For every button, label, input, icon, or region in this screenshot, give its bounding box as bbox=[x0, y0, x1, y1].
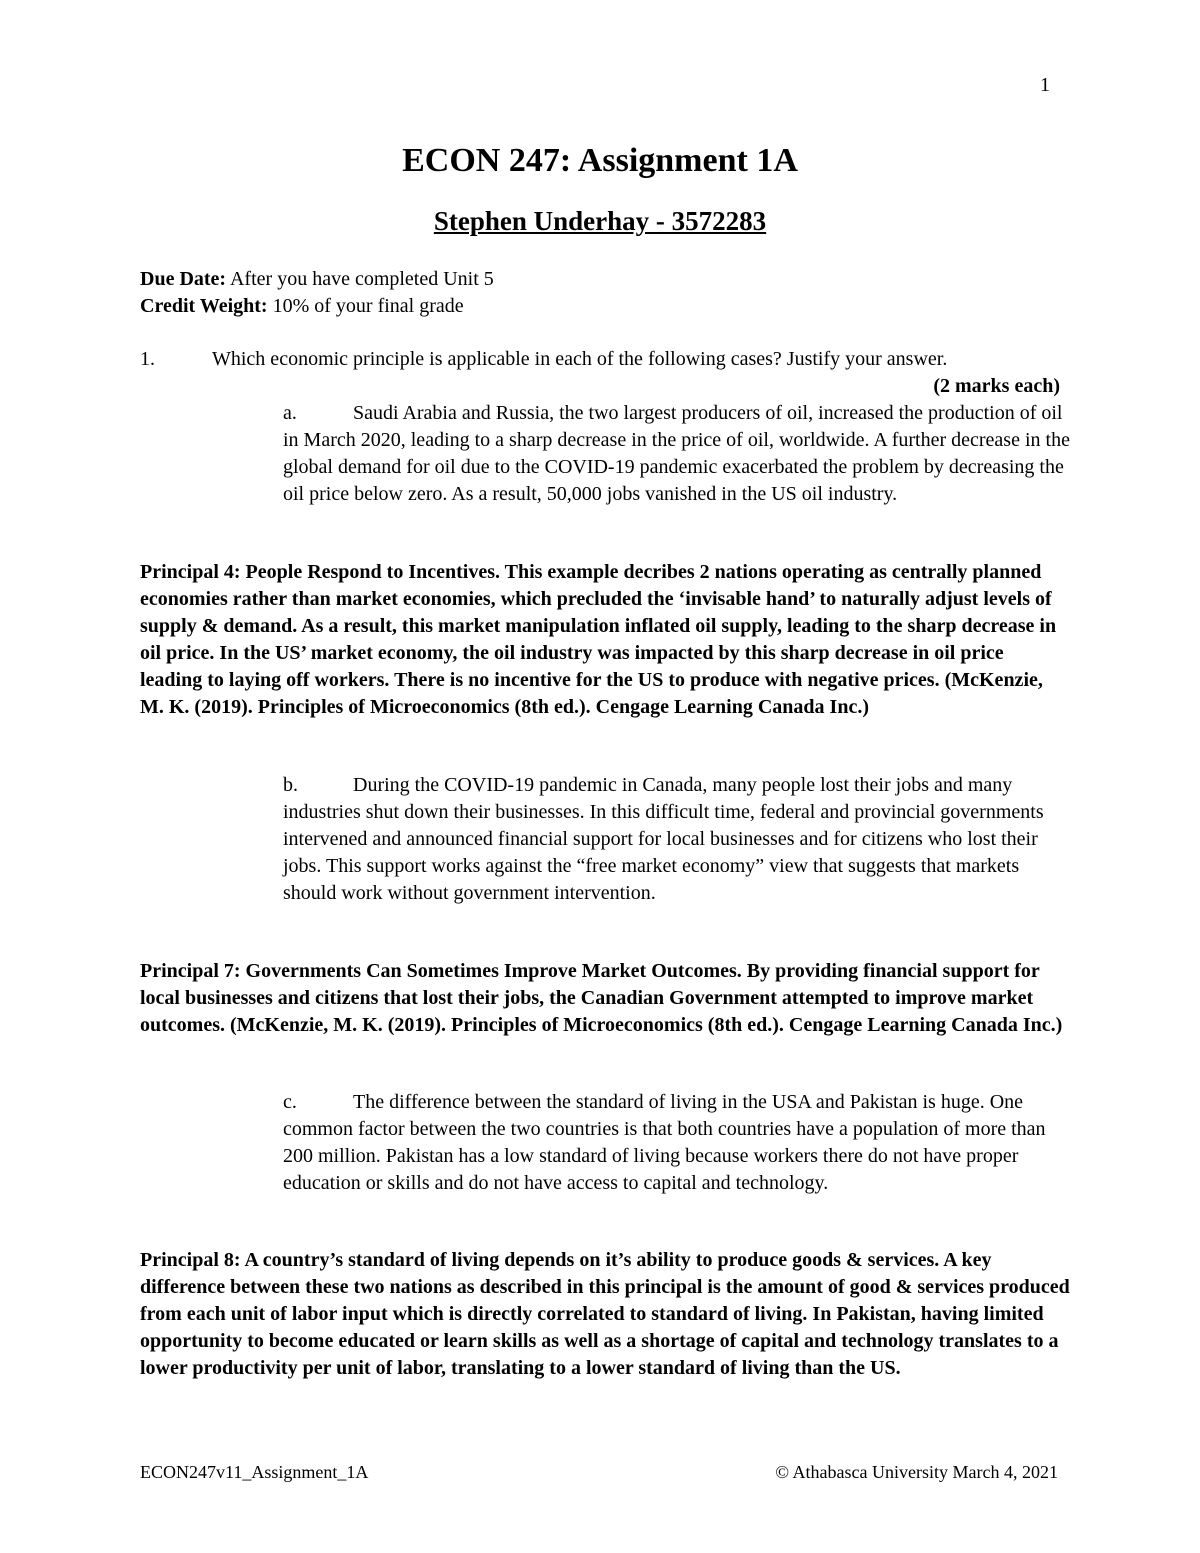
due-date-value: After you have completed Unit 5 bbox=[226, 268, 494, 290]
part-b bbox=[283, 772, 1073, 907]
part-b-text: During the COVID-19 pandemic in Canada, many people lost their jobs and many industries shut down their businesses. In this difficult time, federal and provincial governments intervened and announced financial support for local businesses and for citizens who lost their jobs. This support works against the “free market economy” view that suggests that markets should work without government intervention. bbox=[283, 774, 1044, 904]
due-date-label: Due Date: bbox=[140, 268, 227, 290]
footer-course-code: ECON247v11_Assignment_1A bbox=[140, 1462, 369, 1482]
part-c-text: The difference between the standard of living in the USA and Pakistan is huge. One common factor between the two countries is that both countries have a population of more than 200 million. Pakistan has a low standard of living because workers there do not have proper education or skills and do not have access to capital and technology. bbox=[283, 1091, 1046, 1194]
credit-weight-value: 10% of your final grade bbox=[267, 295, 464, 317]
author-line: Stephen Underhay - 3572283 bbox=[433, 206, 767, 236]
answer-b: Principal 7: Governments Can Sometimes Improve Market Outcomes. By providing financial support for local businesses and citizens that lost their jobs, the Canadian Government attempted to improve market outcomes. (McKenzie, M. K. (2019). Principles of Microeconomics (8th ed.). Cengage Learning Canada Inc.) bbox=[140, 960, 1063, 1036]
question-number: 1. bbox=[140, 348, 155, 370]
part-c bbox=[283, 1089, 1073, 1197]
page-number: 1 bbox=[1040, 74, 1050, 96]
credit-weight-line bbox=[140, 293, 464, 320]
part-a-text: Saudi Arabia and Russia, the two largest producers of oil, increased the production of oil in March 2020, leading to a sharp decrease in the price of oil, worldwide. A further decrease in the global demand for oil due to the COVID-19 pandemic exacerbated the problem by decreasing the oil price below zero. As a result, 50,000 jobs vanished in the US oil industry. bbox=[283, 402, 1070, 505]
part-a bbox=[283, 400, 1073, 508]
footer-copyright: © Athabasca University March 4, 2021 bbox=[775, 1462, 1058, 1482]
part-b-letter: b. bbox=[283, 774, 298, 796]
part-a-letter: a. bbox=[283, 402, 297, 424]
question-line bbox=[140, 346, 947, 373]
due-date-line bbox=[140, 266, 494, 293]
document-title: ECON 247: Assignment 1A bbox=[402, 142, 798, 179]
part-c-letter: c. bbox=[283, 1091, 297, 1113]
credit-weight-label: Credit Weight: bbox=[140, 295, 268, 317]
question-marks: (2 marks each) bbox=[933, 375, 1060, 397]
answer-c: Principal 8: A country’s standard of living depends on it’s ability to produce goods & services. A key difference between these two nations as described in this principal is the amount of good & services produced from each unit of labor input which is directly correlated to standard of living. In Pakistan, having limited opportunity to become educated or learn skills as well as a shortage of capital and technology translates to a lower productivity per unit of labor, translating to a lower standard of living than the US. bbox=[140, 1249, 1070, 1379]
answer-a: Principal 4: People Respond to Incentives. This example decribes 2 nations operating as centrally planned economies rather than market economies, which precluded the ‘invisable hand’ to naturally adjust levels of supply & demand. As a result, this market manipulation inflated oil supply, leading to the sharp decrease in oil price. In the US’ market economy, the oil industry was impacted by this sharp decrease in oil price leading to laying off workers. There is no incentive for the US to produce with negative prices. (McKenzie, M. K. (2019). Principles of Microeconomics (8th ed.). Cengage Learning Canada Inc.) bbox=[140, 561, 1057, 718]
question-text: Which economic principle is applicable in each of the following cases? Justify your answer. bbox=[212, 348, 948, 370]
